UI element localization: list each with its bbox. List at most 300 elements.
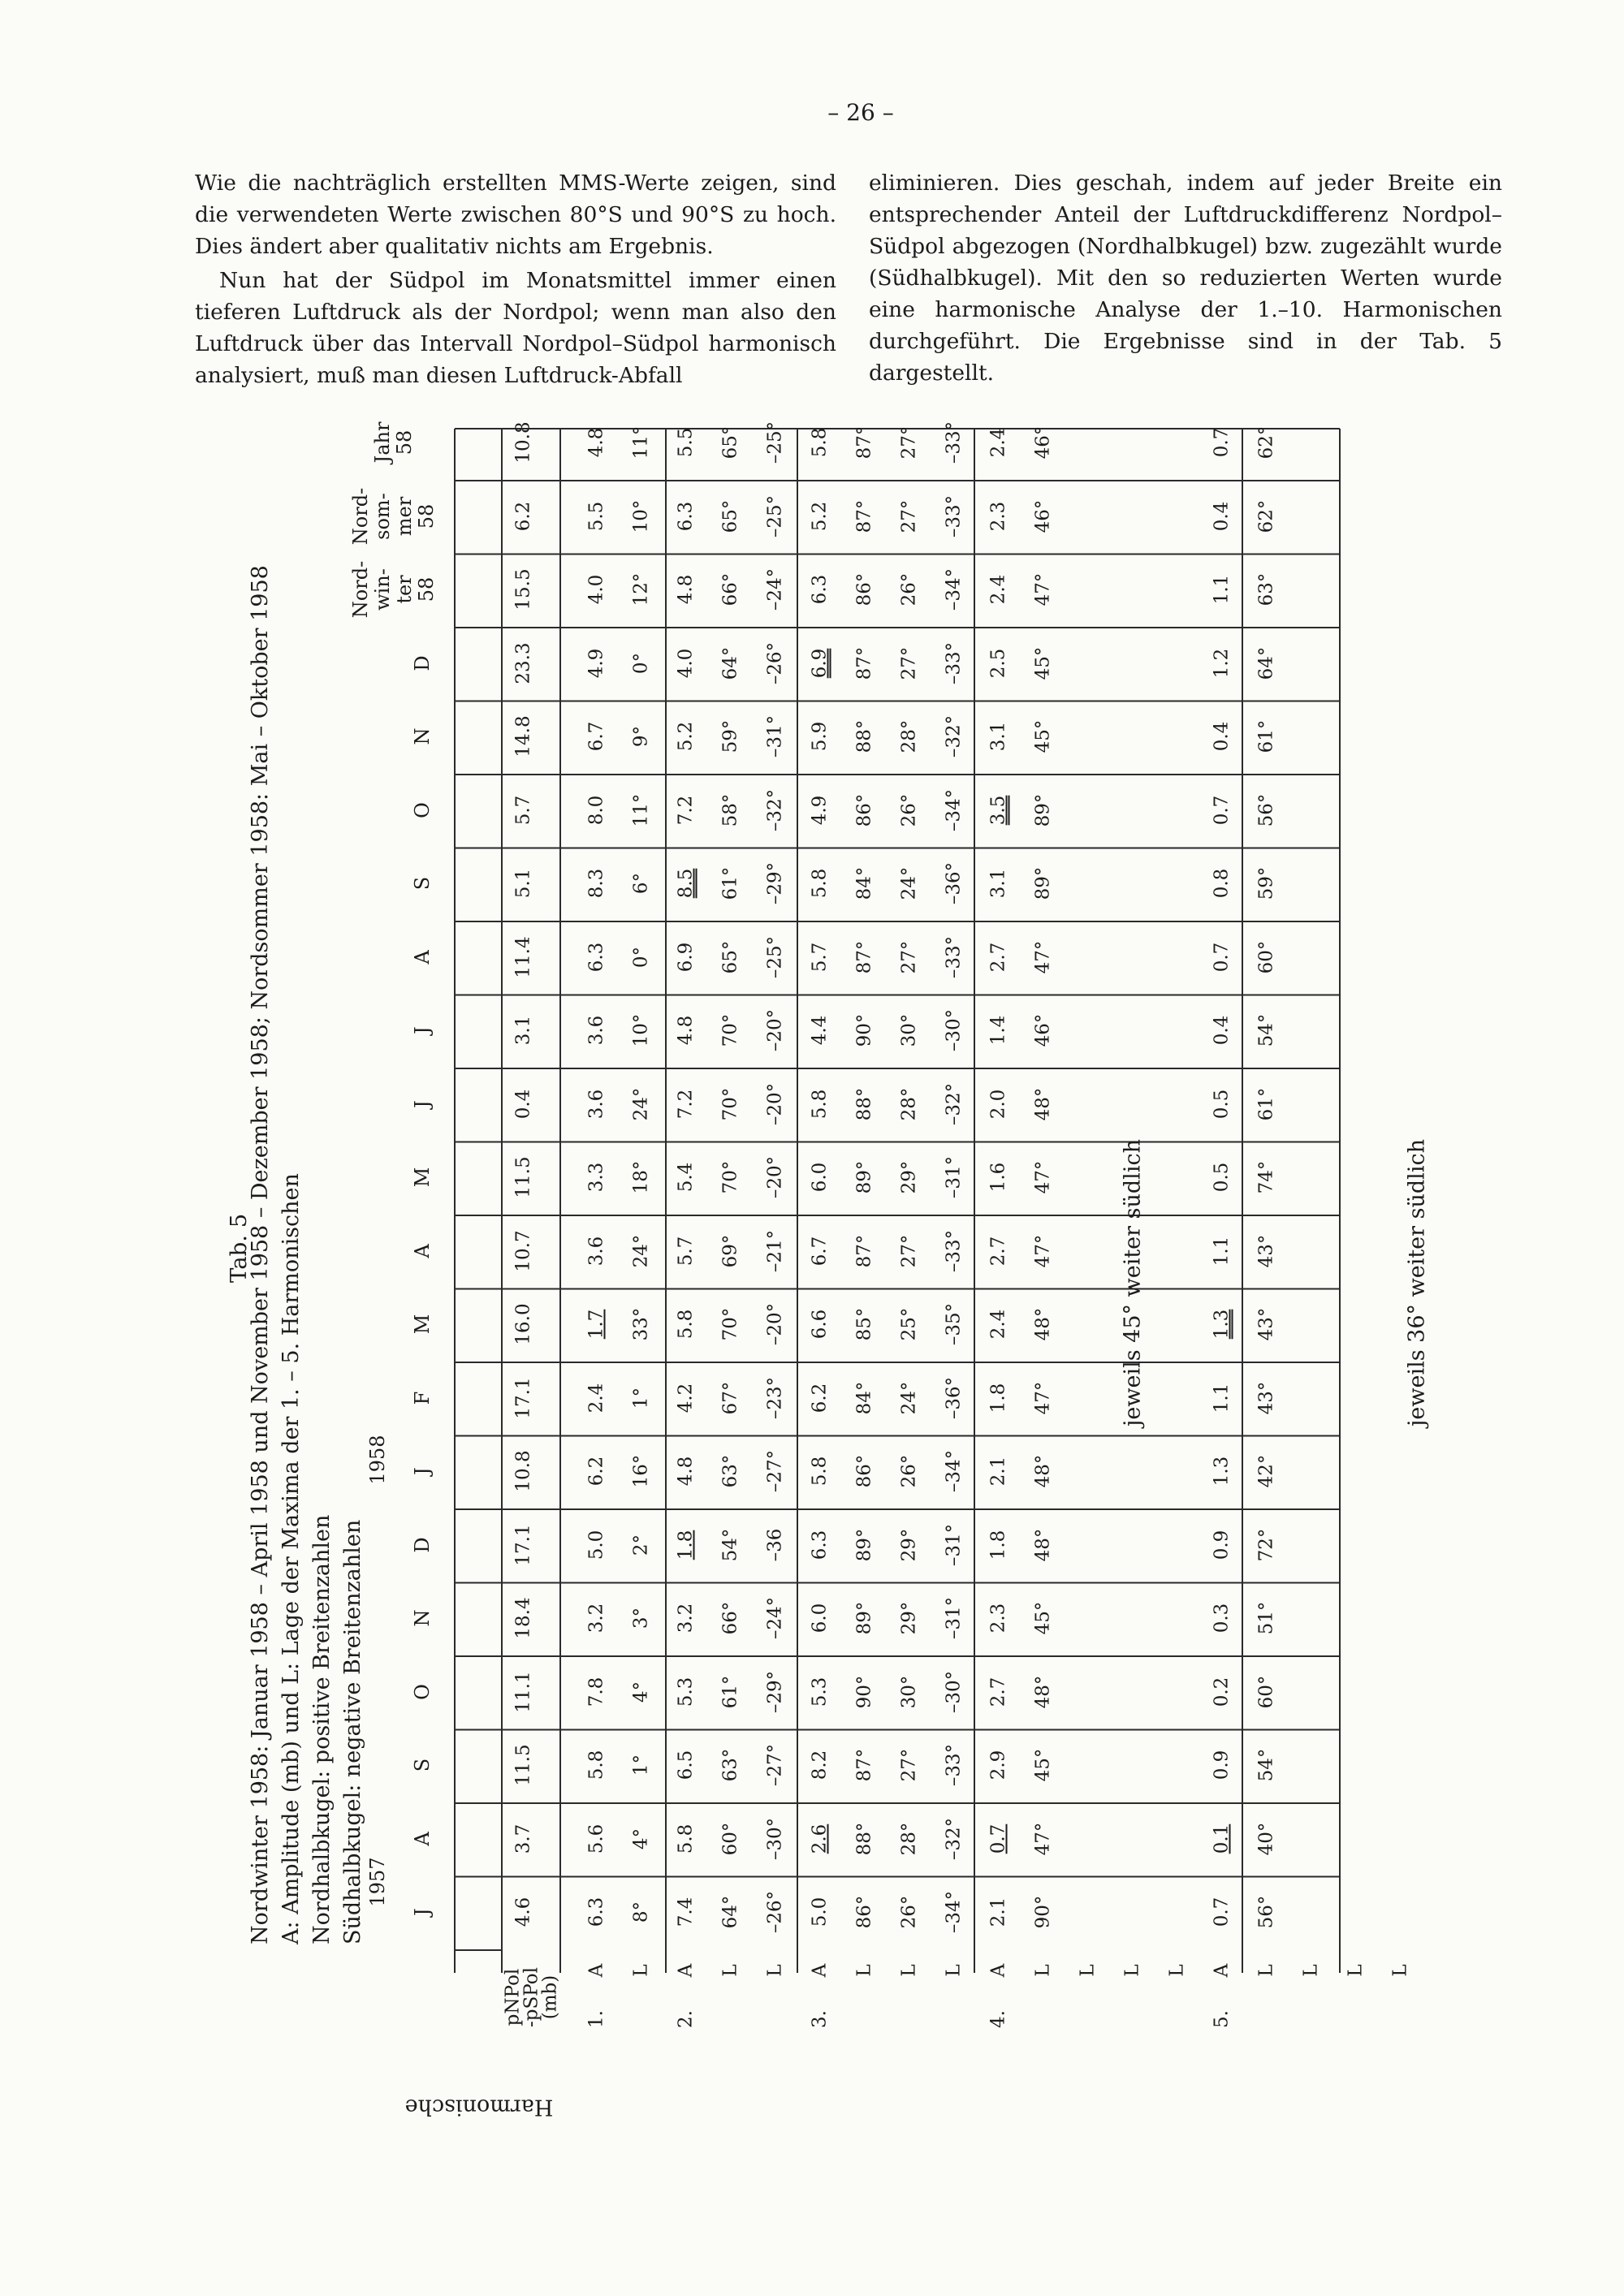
table-cell: 1.8 (675, 1530, 697, 1560)
table-cell: 42° (1255, 1454, 1277, 1488)
table-cell: 4.9 (809, 795, 831, 825)
table-cell: –31° (943, 1523, 965, 1566)
row-header (504, 1967, 560, 2027)
table-cell: 46° (1032, 499, 1054, 533)
table-cell: 5.8 (809, 1456, 831, 1487)
row-type: L (1389, 1964, 1411, 1977)
table-cell: 86° (853, 1454, 875, 1488)
table-cell: 24° (630, 1234, 652, 1267)
table-cell: 6.7 (809, 1236, 831, 1266)
table-cell: 3.3 (585, 1162, 607, 1193)
table-cell: 65° (719, 940, 741, 973)
table-cell: 7.4 (675, 1897, 697, 1927)
column-header-line: mer (393, 496, 416, 536)
table-cell: 3.1 (987, 868, 1009, 899)
table-cell: –21° (764, 1229, 786, 1272)
table-cell: 87° (853, 499, 875, 533)
table-cell: –33° (943, 1743, 965, 1787)
table-cell: –27° (764, 1449, 786, 1493)
column-header: F (411, 1391, 434, 1405)
table-cell: 5.8 (675, 1823, 697, 1854)
table-cell: –24° (764, 568, 786, 611)
table-cell: 63° (719, 1454, 741, 1488)
table-cell: 6.7 (585, 721, 607, 752)
table-cell: 89° (853, 1528, 875, 1561)
table-cell: –31° (764, 714, 786, 758)
table-cell: 11.5 (512, 1156, 534, 1198)
table-cell: –20° (764, 1155, 786, 1199)
table-cell: 90° (853, 1675, 875, 1708)
table-cell: 5.5 (675, 427, 697, 458)
table-cell: 18.4 (512, 1597, 534, 1639)
table-cell: 70° (719, 1013, 741, 1047)
table-cell: 2.0 (987, 1089, 1009, 1119)
table-cell: 87° (853, 1234, 875, 1267)
table-cell: –36 (764, 1528, 786, 1561)
table-cell: 17.1 (512, 1376, 534, 1419)
table-cell: 7.2 (675, 795, 697, 825)
harmonic-number: 1. (585, 2010, 607, 2028)
table-cell: 61° (719, 866, 741, 900)
table-cell: 45° (1032, 1748, 1054, 1782)
table-cell: –29° (764, 861, 786, 905)
table-cell: –32° (943, 1082, 965, 1125)
table-cell: 4.8 (675, 1015, 697, 1046)
table-cell: 28° (898, 1087, 920, 1120)
table-cell: 6.3 (675, 501, 697, 531)
table-cell: 2.4 (987, 574, 1009, 605)
table-cell: 54° (1255, 1748, 1277, 1782)
table-cell: 5.2 (675, 721, 697, 752)
table-cell: 1.4 (987, 1015, 1009, 1046)
table-cell: 1.1 (1211, 1383, 1233, 1413)
table-cell: 87° (853, 646, 875, 680)
table-cell: 3.2 (675, 1603, 697, 1634)
table-cell: 0.5 (1211, 1162, 1233, 1193)
table-cell: 56° (1255, 793, 1277, 826)
table-cell: 70° (719, 1307, 741, 1341)
table-cell: 1.1 (1211, 574, 1233, 605)
table-cell: 89° (1032, 793, 1054, 826)
table-cell: 16.0 (512, 1303, 534, 1345)
table-cell: –25° (764, 421, 786, 464)
table-cell: 2.3 (987, 1603, 1009, 1634)
table-cell: 5.0 (585, 1530, 607, 1560)
table-cell: 11.1 (512, 1670, 534, 1713)
table-cell: 43° (1255, 1234, 1277, 1267)
harmonic-number: 4. (987, 2010, 1009, 2028)
table-cell: 87° (853, 1748, 875, 1782)
table-cell: 0.1 (1211, 1823, 1233, 1854)
table-cell: –33° (943, 935, 965, 978)
table-cell: 2.1 (987, 1897, 1009, 1927)
table-cell: 8.5 (675, 868, 697, 899)
table-cell: 70° (719, 1160, 741, 1194)
table-cell: –30° (943, 1008, 965, 1052)
table-cell: 11° (630, 425, 652, 460)
table-cell: 26° (898, 572, 920, 606)
column-header (372, 422, 416, 464)
table-cell: 5.1 (512, 868, 534, 899)
table-cell: 10.8 (512, 1450, 534, 1492)
table-cell: 59° (1255, 866, 1277, 900)
table-cell: 0° (630, 946, 652, 968)
table-cell: –32° (943, 1817, 965, 1860)
column-header: N (411, 727, 434, 745)
table-cell: –31° (943, 1596, 965, 1640)
table-cell: 5.6 (585, 1823, 607, 1854)
table-cell: –34° (943, 1449, 965, 1493)
table-cell: 8.3 (585, 868, 607, 899)
table-cell: 8.2 (809, 1750, 831, 1780)
table-cell: 24° (898, 866, 920, 900)
table-caption-line: Südhalbkugel: negative Breitenzahlen (340, 1519, 365, 1944)
table-cell: 88° (853, 1822, 875, 1855)
table-cell: –30° (764, 1817, 786, 1860)
table-cell: 6.2 (512, 501, 534, 531)
table-cell: 5.8 (809, 1089, 831, 1119)
table-cell: 65° (719, 425, 741, 460)
table-cell: –34° (943, 788, 965, 831)
table-cell: 56° (1255, 1895, 1277, 1929)
table-cell: 48° (1032, 1528, 1054, 1561)
table-cell: 4.2 (675, 1383, 697, 1413)
table-cell: 27° (898, 1748, 920, 1782)
row-type: L (898, 1964, 920, 1977)
table-cell: 4.8 (675, 1456, 697, 1487)
table-cell: 2.3 (987, 501, 1009, 531)
column-header-line: ter (393, 575, 416, 604)
table-cell: –33° (943, 421, 965, 464)
table-cell: 5.2 (809, 501, 831, 531)
row-type: L (853, 1964, 875, 1977)
column-header: S (411, 1758, 434, 1772)
table-cell: –29° (764, 1670, 786, 1713)
table-cell: 87° (853, 425, 875, 460)
table-cell: 0.3 (1211, 1603, 1233, 1634)
column-header: O (411, 1683, 434, 1700)
row-type: A (987, 1963, 1009, 1978)
paragraph: eliminieren. Dies geschah, indem auf jeder Breite ein entsprechender Anteil der Luftdruckdifferenz Nordpol–Südpol abgezogen (Nordhalbkugel) bzw. zugezählt wurde (Südhalbkugel). Mit den so reduzierten Werten wurde eine harmonische Analyse der 1.–10. Harmonischen durchgeführt. Die Ergebnisse sind in der Tab. 5 dargestellt. (869, 170, 1502, 386)
table-cell: 48° (1032, 1087, 1054, 1120)
table-cell: 7.8 (585, 1677, 607, 1707)
table-cell: 54° (719, 1528, 741, 1561)
table-cell: 43° (1255, 1307, 1277, 1341)
table-cell: 66° (719, 572, 741, 606)
row-type: L (1166, 1964, 1188, 1977)
table-cell: 3.5 (987, 795, 1009, 825)
table-cell: 6.3 (809, 574, 831, 605)
table-cell: 4.0 (675, 648, 697, 678)
table-cell: 5.3 (809, 1677, 831, 1707)
table-cell: –34° (943, 1890, 965, 1934)
table-cell: 61° (1255, 1087, 1277, 1120)
year-label: 1957 (366, 1857, 389, 1907)
table-cell: 1.3 (1211, 1456, 1233, 1487)
column-header-line: 58 (415, 576, 438, 602)
table-cell: 89° (853, 1601, 875, 1635)
table-caption-line: Nordwinter 1958: Januar 1958 – April 1958 und November 1958 – Dezember 1958; Nordsommer 1958: Mai – Oktober 1958 (248, 565, 273, 1944)
table-cell: 67° (719, 1381, 741, 1414)
table-cell: 26° (898, 793, 920, 826)
table-cell: 8.0 (585, 795, 607, 825)
table-cell: 3.2 (585, 1603, 607, 1634)
table-cell: 64° (719, 1895, 741, 1929)
table-cell: –36° (943, 861, 965, 905)
column-header: J (411, 1467, 434, 1475)
column-header: D (411, 654, 434, 671)
table-cell: 5.4 (675, 1162, 697, 1193)
row-type: L (1121, 1964, 1143, 1977)
table-cell: 88° (853, 719, 875, 753)
table-cell: 5.8 (675, 1309, 697, 1340)
table-cell: 6.3 (809, 1530, 831, 1560)
row-header-line: pNPol (502, 1968, 524, 2026)
table-cell: 1.8 (987, 1383, 1009, 1413)
table-cell: –33° (943, 494, 965, 537)
table-cell: 3.1 (987, 721, 1009, 752)
table-cell: 72° (1255, 1528, 1277, 1561)
table-cell: –20° (764, 1082, 786, 1125)
table-cell: 47° (1032, 1234, 1054, 1267)
table-cell: 0.7 (1211, 942, 1233, 972)
table-cell: –34° (943, 568, 965, 611)
table-cell: 6.0 (809, 1603, 831, 1634)
table-cell: 27° (898, 646, 920, 680)
table-cell: 6° (630, 872, 652, 895)
table-cell: 4° (630, 1828, 652, 1849)
table-cell: 46° (1032, 425, 1054, 460)
row-type: L (1345, 1964, 1367, 1977)
table-cell: 5.5 (585, 501, 607, 531)
table-cell: 6.2 (585, 1456, 607, 1487)
table-cell: 61° (1255, 719, 1277, 753)
table-cell: 90° (1032, 1895, 1054, 1929)
table-cell: 27° (898, 1234, 920, 1267)
table-cell: 2.7 (987, 942, 1009, 972)
table-cell: 2.4 (585, 1383, 607, 1413)
table-cell: 10° (630, 1013, 652, 1047)
table-cell: 51° (1255, 1601, 1277, 1635)
table-cell: 23.3 (512, 641, 534, 684)
table-cell: 5.3 (675, 1677, 697, 1707)
table-cell: –30° (943, 1670, 965, 1713)
table-cell: –25° (764, 494, 786, 537)
table-cell: 33° (630, 1307, 652, 1341)
table-cell: –23° (764, 1376, 786, 1419)
table-cell: 0.2 (1211, 1677, 1233, 1707)
table-cell: 47° (1032, 940, 1054, 973)
table-cell: 3.7 (512, 1823, 534, 1854)
table-cell: 63° (1255, 572, 1277, 606)
table-cell: 64° (719, 646, 741, 680)
note: jeweils 36° weiter südlich (1404, 1139, 1430, 1426)
table-cell: 15.5 (512, 568, 534, 611)
table-cell: –32° (943, 714, 965, 758)
table-cell: 47° (1032, 1822, 1054, 1855)
table-cell: –35° (943, 1302, 965, 1346)
table-cell: 4.0 (585, 574, 607, 605)
table-cell: 45° (1032, 646, 1054, 680)
table-cell: 5.8 (809, 868, 831, 899)
table-cell: –24° (764, 1596, 786, 1640)
table-cell: 26° (898, 1454, 920, 1488)
column-header: J (411, 1099, 434, 1108)
table-cell: 27° (898, 940, 920, 973)
table-cell: 2.4 (987, 427, 1009, 458)
row-type: L (943, 1964, 965, 1977)
table-cell: 84° (853, 866, 875, 900)
table-cell: 0.4 (512, 1089, 534, 1119)
column-header: J (411, 1026, 434, 1034)
table-cell: 14.8 (512, 715, 534, 757)
table-cell: 24° (898, 1381, 920, 1414)
table-cell: 62° (1255, 425, 1277, 460)
table-cell: 5.7 (512, 795, 534, 825)
column-header: A (411, 1243, 434, 1258)
table-cell: 43° (1255, 1381, 1277, 1414)
column-header-line: som- (371, 492, 394, 540)
table-cell: 5.9 (809, 721, 831, 752)
table-cell: 2° (630, 1534, 652, 1556)
table-cell: 86° (853, 1895, 875, 1929)
table-cell: –33° (943, 641, 965, 684)
table-cell: 0.7 (987, 1823, 1009, 1854)
table-cell: 85° (853, 1307, 875, 1341)
table-cell: 60° (1255, 940, 1277, 973)
table-cell: 6.3 (585, 1897, 607, 1927)
table-cell: 11° (630, 793, 652, 826)
table-cell: 3.6 (585, 1015, 607, 1046)
table-cell: 54° (1255, 1013, 1277, 1047)
table-cell: 5.8 (585, 1750, 607, 1780)
table-cell: 4.9 (585, 648, 607, 678)
table-cell: 0.8 (1211, 868, 1233, 899)
column-header: N (411, 1609, 434, 1627)
table-cell: 0.9 (1211, 1530, 1233, 1560)
table-cell: 0.4 (1211, 1015, 1233, 1046)
table-cell: 6.9 (809, 648, 831, 678)
table-cell: 4.8 (585, 427, 607, 458)
table-cell: 60° (719, 1822, 741, 1855)
table-cell: 2.1 (987, 1456, 1009, 1487)
table-cell: 29° (898, 1160, 920, 1194)
table-cell: 90° (853, 1013, 875, 1047)
harmonic-header: Harmonische (404, 2094, 554, 2120)
table-cell: 0.4 (1211, 501, 1233, 531)
table-cell: 4.4 (809, 1015, 831, 1046)
column-header: M (411, 1314, 434, 1335)
table-cell: 47° (1032, 572, 1054, 606)
table-cell: 66° (719, 1601, 741, 1635)
table-cell: 48° (1032, 1675, 1054, 1708)
row-type: L (1255, 1964, 1277, 1977)
table-cell: 74° (1255, 1160, 1277, 1194)
row-type: A (1211, 1963, 1233, 1978)
table-cell: 48° (1032, 1307, 1054, 1341)
column-header: A (411, 1831, 434, 1846)
paragraph: Nun hat der Südpol im Monatsmittel immer einen tieferen Luftdruck als der Nordpol; wenn man also den Luftdruck über das Intervall Nordpol–Südpol harmonisch analysiert, muß man diesen Luftdruck-Abfall (195, 268, 836, 388)
table-cell: 86° (853, 793, 875, 826)
table-cell: 6.3 (585, 942, 607, 972)
row-type: A (809, 1963, 831, 1978)
note: jeweils 45° weiter südlich (1120, 1139, 1146, 1426)
column-header (350, 487, 438, 544)
table-cell: –31° (943, 1155, 965, 1199)
table-cell: 28° (898, 719, 920, 753)
column-header-line: Jahr (371, 421, 394, 464)
table-cell: 84° (853, 1381, 875, 1414)
table-cell: –27° (764, 1743, 786, 1787)
table-cell: 89° (1032, 866, 1054, 900)
table-caption-line: A: Amplitude (mb) und L: Lage der Maxima der 1. – 5. Harmonischen (279, 1173, 304, 1944)
table-cell: 3.1 (512, 1015, 534, 1046)
table-cell: 1.2 (1211, 648, 1233, 678)
table-cell: 1.7 (585, 1309, 607, 1340)
table-cell: 12° (630, 572, 652, 606)
table-cell: 27° (898, 499, 920, 533)
table-cell: 17.1 (512, 1523, 534, 1566)
row-type: L (630, 1964, 652, 1977)
table-cell: 6.2 (809, 1383, 831, 1413)
table-cell: 8° (630, 1901, 652, 1923)
table-cell: 63° (719, 1748, 741, 1782)
row-type: L (1032, 1964, 1054, 1977)
table-cell: –36° (943, 1376, 965, 1419)
table-cell: 26° (898, 1895, 920, 1929)
row-type: L (1077, 1964, 1099, 1977)
paragraph: Wie die nachträglich erstellten MMS-Werte zeigen, sind die verwendeten Werte zwischen 80°S und 90°S zu hoch. Dies ändert aber qualitativ nichts am Ergebnis. (195, 170, 836, 259)
table-cell: 11.4 (512, 935, 534, 978)
table-cell: 0.7 (1211, 1897, 1233, 1927)
table-title: Tab. 5 (226, 1213, 252, 1283)
row-header-line: -pSPol (520, 1967, 542, 2027)
table-cell: 0.9 (1211, 1750, 1233, 1780)
year-label: 1958 (366, 1435, 389, 1485)
table-cell: –20° (764, 1302, 786, 1346)
table-cell: –26° (764, 1890, 786, 1934)
column-header: M (411, 1167, 434, 1188)
table-cell: 0.7 (1211, 795, 1233, 825)
table-cell: 30° (898, 1013, 920, 1047)
table-cell: 2.7 (987, 1236, 1009, 1266)
table-caption-line: Nordhalbkugel: positive Breitenzahlen (309, 1514, 335, 1944)
column-header: S (411, 876, 434, 891)
table-cell: 64° (1255, 646, 1277, 680)
table-cell: –20° (764, 1008, 786, 1052)
table-cell: 45° (1032, 719, 1054, 753)
table-cell: 25° (898, 1307, 920, 1341)
column-header: D (411, 1536, 434, 1553)
table-cell: 70° (719, 1087, 741, 1120)
table-cell: 40° (1255, 1822, 1277, 1855)
table-cell: 4° (630, 1681, 652, 1703)
table-cell: 58° (719, 793, 741, 826)
table-cell: 6.5 (675, 1750, 697, 1780)
table-cell: 59° (719, 719, 741, 753)
table-cell: 6.9 (675, 942, 697, 972)
table-cell: 16° (630, 1454, 652, 1488)
table-cell: 0° (630, 652, 652, 674)
table-cell: 48° (1032, 1454, 1054, 1488)
table-cell: 1.1 (1211, 1236, 1233, 1266)
table-cell: 89° (853, 1160, 875, 1194)
table-cell: 45° (1032, 1601, 1054, 1635)
table-cell: 6.0 (809, 1162, 831, 1193)
table-cell: 0.5 (1211, 1089, 1233, 1119)
table-cell: 62° (1255, 499, 1277, 533)
row-type: A (585, 1963, 607, 1978)
